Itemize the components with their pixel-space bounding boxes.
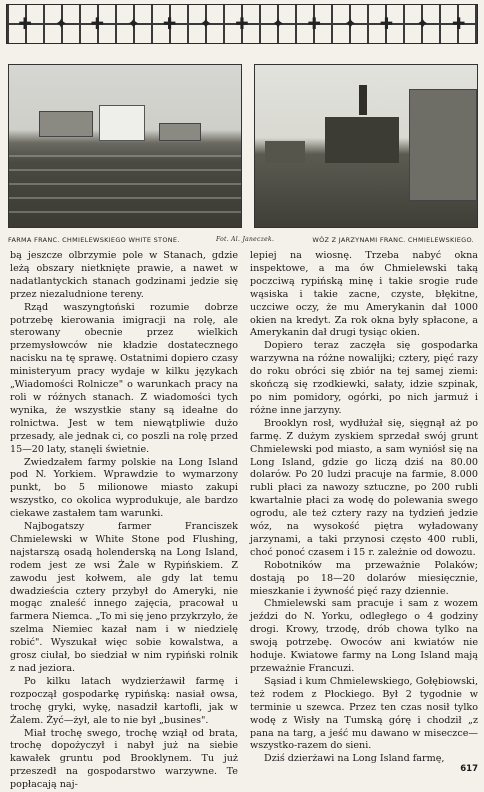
- paragraph: Najbogatszy farmer Franciszek Chmielewski w White Stone pod Flushing, najstarszą osadą holenderską na Long Island, rodem jest ze wsi Żale w Rypińskiem. Z zawodu jest kołwem, ale gdy lat temu dwadzieścia cztery przybył do Ameryki, nie mogąc znaleść innego zajęcia, pracował u farmera Niemca. „To mi się jeno przykrzyło, że szelma Niemiec kazał nam i w niedzielę robić". Wyszukał więc sobie kowalstwa, a grosz ciułał, bo siedział w nim rypiński rolnik z nad jeziora.: [10, 521, 238, 674]
- paragraph: bą jeszcze olbrzymie pole w Stanach, gdzie leżą obszary nietknięte prawie, a nawet w nadatlantyckich stanach godzinami jedzie się przez niezaludnione tereny.: [10, 250, 238, 300]
- shed-shape: [159, 123, 201, 141]
- ornament-icon: ✦: [415, 14, 430, 33]
- paragraph: lepiej na wiosnę. Trzeba nabyć okna inspektowe, a ma ów Chmielewski taką poczciwą rypińską minę i takie srogie rude wąsiska i takie zacne, czyste, błękitne, uczciwe oczy, że mu Amerykanin dał 1000 okien na kredyt. Za rok okna były spłacone, a Amerykanin dał drugi tysiąc okien.: [250, 250, 478, 339]
- wagon-photo: [254, 64, 478, 228]
- page-number: 617: [460, 764, 478, 774]
- barn-shape: [39, 111, 93, 137]
- ornament-icon: ✦: [199, 14, 213, 33]
- horse-shape: [265, 141, 305, 163]
- ornament-icon: ✦: [54, 14, 68, 33]
- decorative-border: [6, 4, 478, 44]
- paragraph: Dziś dzierżawi na Long Island farmę,: [264, 753, 445, 765]
- paragraph: Chmielewski sam pracuje i sam z wozem jeździ do N. Yorku, odległego o 4 godziny drogi. Krowy, trzodę, drób chowa tylko na swoją potrzebę. Owoców ani kwiatów nie hoduje. Kwiatowe farmy na Long Island mają przeważnie Francuzi.: [250, 598, 478, 674]
- ornament-icon: ✚: [18, 14, 32, 33]
- farmhouse-shape: [99, 105, 145, 141]
- text-column-left: [10, 250, 238, 792]
- photo-caption-right: WÓZ Z JARZYNAMI FRANC. CHMIELEWSKIEGO.: [312, 236, 474, 244]
- ornament-icon: ✚: [162, 14, 177, 33]
- paragraph: Zwiedzałem farmy polskie na Long Island pod N. Yorkiem. Wprawdzie to wymarzony punkt, bo 5 milionowe miasto zakupi wszystko, co okolica wyprodukuje, ale bardzo ciekawe zastałem tam warunki.: [10, 456, 238, 520]
- ornament-icon: ✚: [379, 14, 394, 33]
- paragraph: Sąsiad i kum Chmielewskiego, Gołębiowski, też rodem z Płockiego. Był 2 tygodnie w terminie u szewca. Przez ten czas nosił tylko wodę z Wisły na Tumską górę i chodził „z pana na targ, a jeść mu dawano w miseczce—wszystko-razem do sieni.: [250, 675, 478, 752]
- ornament-icon: ✦: [271, 14, 285, 33]
- photo-credit: Fot. Al. Janeczek.: [216, 236, 275, 243]
- barn-door-shape: [409, 89, 477, 201]
- paragraph: Po kilku latach wydzierżawił farmę i rozpoczął gospodarkę rypińską: nasiał owsa, trochę gryki, wykę, nasadził kartofli, jak w Żalem. Żyć—żył, ale to nie był „busines".: [10, 675, 238, 726]
- paragraph: Dopiero teraz zaczęła się gospodarka warzywna na różne nowalijki; cztery, pięć razy do roku obróci się zbiór na tej samej ziemi: skończą się rzodkiewki, sałaty, idzie szpinak, po nim pomidory, ogórki, po nich jarmuż i różne inne jarzyny.: [250, 340, 478, 416]
- photo-caption-left: FARMA FRANC. CHMIELEWSKIEGO WHITE STONE.: [8, 236, 180, 244]
- ornament-icon: ✚: [90, 14, 105, 33]
- driver-figure: [359, 85, 367, 115]
- farm-photo: [8, 64, 242, 228]
- paragraph: Robotników ma przeważnie Polaków; dostają po 18—20 dolarów miesięcznie, mieszkanie i żywność pięć razy dziennie.: [250, 559, 478, 597]
- wagon-load-shape: [325, 117, 399, 163]
- ornament-icon: ✦: [343, 14, 358, 33]
- paragraph: Miał trochę swego, trochę wziął od brata, trochę dopożyczył i nabył już na siebie kawałek gruntu pod Brooklynem. Tu już przeszedł na gospodarstwo warzywne. Te popłacają naj-: [10, 727, 238, 791]
- ornament-icon: ✚: [452, 14, 466, 33]
- ornament-icon: ✦: [126, 14, 141, 33]
- ornament-icon: ✚: [307, 14, 321, 33]
- text-column-right: [250, 250, 478, 766]
- paragraph: Brooklyn rosł, wydłużał się, sięgnął aż po farmę. Z dużym zyskiem sprzedał swój grunt Chmielewski pod miasto, a sam wyniósł się na Long Island, gdzie go liczą dziś na 80.00 dolarów. Po 20 ludzi pracuje na farmie, 8.000 rubli płaci za nawozy sztuczne, po 200 rubli kwartalnie płaci za wodę do polewania swego ogrodu, ale też cztery razy na tydzień jedzie wóz, na wysokość piętra wyładowany jarzynami, a taki przynosi często 400 rubli, choć ponoć czasem i 15 r. zależnie od dowozu.: [250, 417, 478, 558]
- ornament-icon: ✚: [235, 14, 249, 33]
- paragraph: Rząd waszyngtoński rozumie dobrze potrzebę kierowania imigracji na rolę, ale sterowany obecnie przez wielkich przemysłowców nie kładzie dostatecznego nacisku na tę sprawę. Ostatnimi dopiero czasy ministeryum pracy wydaje w kilku językach „Wiadomości Rolnicze" o warunkach pracy na roli w różnych stanach. Z wiadomości tych wynika, że wszystkie stany są ideałne do rolnictwa. Jest w tem niewątpliwie dużo przesady, ale jednak ci, co poszli na rolę przed 15—20 laty, stanęli świetnie.: [10, 301, 238, 455]
